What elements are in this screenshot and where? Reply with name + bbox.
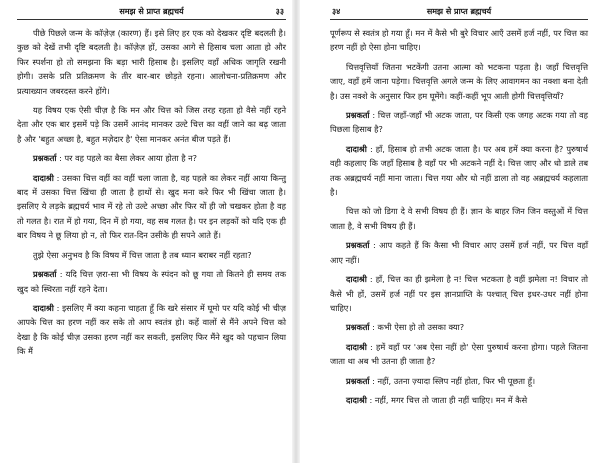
paragraph-text: : नहीं, मगर चित्त तो जाता ही नहीं चाहिए। मन में कैसे xyxy=(369,394,528,405)
dialogue-paragraph xyxy=(330,374,588,388)
speaker-label: दादाश्री xyxy=(33,302,54,313)
page-number: ३४ xyxy=(332,7,341,16)
paragraph-text: यह विषय एक ऐसी चीज़ है कि मन और चित्त को जिस तरह रहता हो वैसे नहीं रहने देता और एक बार इसमें पड़े कि उसमें आनंद मानकर उल्टे चित्त का वहीं जाने का बढ़ जाता है और 'बहुत अच्छा है, बहुत मज़ेदार है' ऐसा मानकर अनंत बीज पड़ते हैं। xyxy=(17,105,286,144)
dialogue-paragraph xyxy=(330,272,588,315)
paragraph-text: तुझे ऐसा अनुभव है कि विषय में चित्त जाता है तब ध्यान बराबर नहीं रहता? xyxy=(33,249,252,260)
right-page-header xyxy=(330,6,588,20)
dialogue-paragraph xyxy=(330,340,588,369)
paragraph-text: : आप कहते हैं कि कैसा भी विचार आए उसमें हर्ज नहीं, पर चित्त वहाँ आए नहीं। xyxy=(330,240,589,265)
dialogue-paragraph xyxy=(17,171,286,243)
speaker-label: दादाश्री xyxy=(346,341,367,352)
paragraph xyxy=(330,60,588,103)
dialogue-paragraph xyxy=(17,301,286,359)
right-page-body xyxy=(330,26,588,407)
speaker-label: प्रश्नकर्ता xyxy=(33,153,57,164)
paragraph-text: : चित्त जहाँ-जहाँ भी अटक जाता, पर किसी एक जगह अटक गया तो वह पिछला हिसाब है? xyxy=(330,110,588,135)
dialogue-paragraph xyxy=(17,151,286,165)
paragraph xyxy=(330,26,588,55)
page-number: ३३ xyxy=(275,7,284,16)
paragraph-text: : यदि चित्त ज़रा-सा भी विषय के स्पंदन को छू गया तो कितने ही समय तक खुद को स्थिरता नहीं रहने देता। xyxy=(17,269,286,294)
speaker-label: दादाश्री xyxy=(346,143,367,154)
speaker-label: प्रश्नकर्ता xyxy=(346,240,370,251)
paragraph-text: : नहीं, उतना ज़्यादा स्लिप नहीं होता, फिर भी पूछता हूँ। xyxy=(372,375,536,386)
dialogue-paragraph xyxy=(17,267,286,296)
left-page xyxy=(0,0,292,463)
dialogue-paragraph xyxy=(330,393,588,407)
speaker-label: प्रश्नकर्ता xyxy=(33,269,57,280)
speaker-label: दादाश्री xyxy=(33,172,54,183)
paragraph xyxy=(17,248,286,262)
paragraph xyxy=(17,26,286,98)
speaker-label: दादाश्री xyxy=(346,274,367,285)
dialogue-paragraph xyxy=(330,142,588,200)
paragraph-text: : पर वह पहले का बैसा लेकर आया होता है न? xyxy=(59,153,198,164)
right-page xyxy=(300,0,600,463)
paragraph-text: चित्त को जो डिगा दे वे सभी विषय ही हैं। ज्ञान के बाहर जिन जिन वस्तुओं में चित्त जाता है, वे सभी विषय ही हैं। xyxy=(330,206,588,231)
running-title: समझ से प्राप्त ब्रह्मचर्य xyxy=(119,7,184,16)
speaker-label: प्रश्नकर्ता xyxy=(346,322,370,333)
left-page-body xyxy=(17,26,286,359)
dialogue-paragraph xyxy=(330,320,588,334)
paragraph-text: चित्तवृत्तियाँ जितना भटकेंगी उतना आत्मा को भटकना पड़ता है। जहाँ चित्तवृत्ति जाए, वहाँ हमें जाना पड़ेगा। चित्तवृत्ति अगले जन्म के लिए आवागमन का नक्शा बना देती है। उस नक्शे के अनुसार फिर हम घूमेंगे। कहीं-कहीं भूप आती होगी चित्तवृत्तियाँ? xyxy=(330,61,588,101)
paragraph-text: : हाँ, चित्त का ही झमेला है न! चित्त भटकता है वहीं झमेला न! विचार तो कैसे भी हों, उसमें हर्ज नहीं पर इस ज्ञानप्राप्ति के पश्चात् चित्त इधर-उधर नहीं होना चाहिए। xyxy=(330,274,589,313)
paragraph-text: : हाँ, हिसाब हो तभी अटक जाता है। पर अब हमें क्या करना है? पुरुषार्थ वही कहलाए कि जहाँ हिसाब है वहाँ पर भी अटकने नहीं दे। चित्त जाए और धो डाले तब तक अब्रह्मचर्य नहीं माना जाता। चित्त गया और धो नहीं डाला तो वह अब्रह्मचर्य कहलाता है। xyxy=(330,143,588,198)
paragraph xyxy=(330,204,588,233)
paragraph-text: : कभी ऐसा हो तो उसका क्या? xyxy=(372,322,465,333)
left-page-header xyxy=(17,6,286,20)
page-gutter xyxy=(292,0,300,463)
paragraph-text: : इसलिए मैं क्या कहना चाहता हूँ कि खरे संसार में घूमो पर यदि कोई भी चीज़ आपके चित्त का हरण नहीं कर सके तो आप स्वतंत्र हो। कहें वालों से मैंने अपने चित्त को देखा है कि कोई चीज़ उसका हरण नहीं कर सकती, इसलिए फिर मैंने खुद को पहचान लिया कि मैं xyxy=(17,302,286,357)
dialogue-paragraph xyxy=(330,238,588,267)
speaker-label: दादाश्री xyxy=(346,394,367,405)
paragraph xyxy=(17,103,286,146)
running-title: समझ से प्राप्त ब्रह्मचर्य xyxy=(426,7,492,16)
paragraph-text: पूर्णरूप से स्वतंत्र हो गया हूँ। मन में कैसे भी बुरे विचार आएँ उसमें हर्ज नहीं, पर चित्त का हरण नहीं हो ऐसा होना चाहिए। xyxy=(330,28,588,53)
paragraph-text: : उसका चित्त वहीं का वहीं चला जाता है, वह पहले का लेकर नहीं आया किन्तु बाद में उसका चित्त खिंचा ही जाता है हाथों से। खुद मना करे फिर भी खिंचा जाता है। इसलिए ये लड़के ब्रह्मचर्य भाव में रहे तो उल्टे अच्छा और फिर यों ही जो चखकर होता है वह तो गलत है। रात में हो गया, दिन में हो गया, वह सब गलत है। पर इन लड़कों को यदि एक ही बार विषय ने छू लिया हो न, तो फिर रात-दिन उसीके ही सपने आते हैं। xyxy=(17,172,286,241)
dialogue-paragraph xyxy=(330,108,588,137)
speaker-label: प्रश्नकर्ता xyxy=(346,375,370,386)
paragraph-text: : हमें वहाँ पर 'अब ऐसा नहीं हो' ऐसा पुरुषार्थ करना होगा। पहले जितना जाता था अब भी उतना ही जाता है? xyxy=(330,341,588,367)
speaker-label: प्रश्नकर्ता xyxy=(346,110,370,121)
paragraph-text: पीछे पिछले जन्म के कॉज़ेज़ (कारण) हैं। इसे लिए हर एक को देखकर दृष्टि बदलती है। कुछ को देखें तभी दृष्टि बदलती है। कॉज़ेज़ हों, उसका आगे से हिसाब चला आता हो और फिर स्पर्शना हो तो समझना कि बड़ा भारी हिसाब है। इसलिए वहाँ अधिक जागृति रखनी होगी। उसके प्रति प्रतिक्रमण के तीर बार-बार छोड़ते रहना। आलोचना-प्रतिक्रमण और प्रत्याख्यान जबरदस्त करने होंगे। xyxy=(17,28,286,96)
